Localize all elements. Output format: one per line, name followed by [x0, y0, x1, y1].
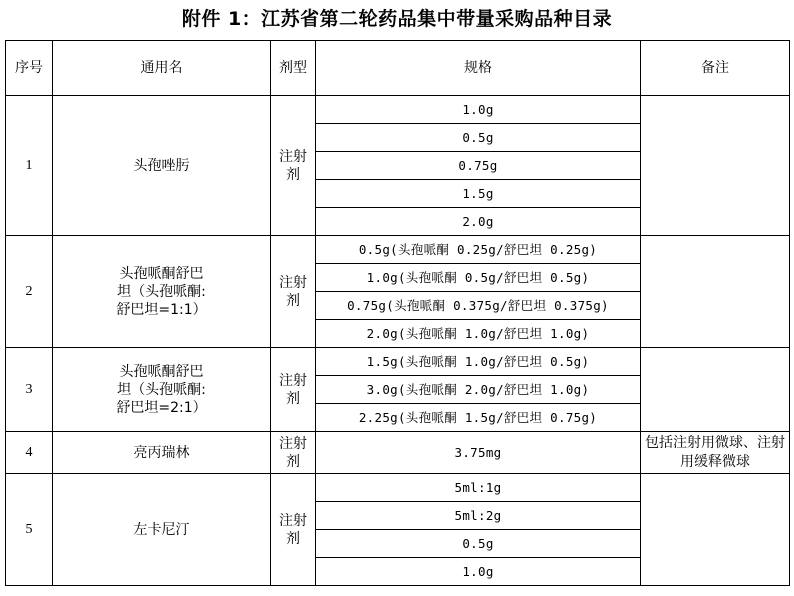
row-seq: 4 — [6, 432, 53, 474]
row-seq: 2 — [6, 236, 53, 348]
row-spec: 1.0g — [316, 558, 641, 586]
row-note — [641, 96, 790, 236]
row-seq: 5 — [6, 474, 53, 586]
row-note: 包括注射用微球、注射用缓释微球 — [641, 432, 790, 474]
header-note: 备注 — [641, 41, 790, 96]
table-row — [6, 96, 790, 124]
header-name: 通用名 — [53, 41, 271, 96]
row-name: 左卡尼汀 — [53, 474, 271, 586]
row-note — [641, 236, 790, 348]
row-note — [641, 348, 790, 432]
row-spec: 2.0g — [316, 208, 641, 236]
row-spec: 3.0g(头孢哌酮 2.0g/舒巴坦 1.0g) — [316, 376, 641, 404]
row-form: 注射剂 — [271, 432, 316, 474]
row-spec: 5ml:2g — [316, 502, 641, 530]
row-name: 亮丙瑞林 — [53, 432, 271, 474]
row-spec: 0.75g — [316, 152, 641, 180]
row-spec: 2.0g(头孢哌酮 1.0g/舒巴坦 1.0g) — [316, 320, 641, 348]
row-spec: 2.25g(头孢哌酮 1.5g/舒巴坦 0.75g) — [316, 404, 641, 432]
header-seq: 序号 — [6, 41, 53, 96]
row-form: 注射剂 — [271, 348, 316, 432]
row-spec: 3.75mg — [316, 432, 641, 474]
row-seq: 1 — [6, 96, 53, 236]
row-spec: 0.5g — [316, 124, 641, 152]
row-form: 注射剂 — [271, 236, 316, 348]
table-row — [6, 236, 790, 264]
row-spec: 1.0g(头孢哌酮 0.5g/舒巴坦 0.5g) — [316, 264, 641, 292]
row-form: 注射剂 — [271, 474, 316, 586]
row-spec: 0.5g — [316, 530, 641, 558]
row-seq: 3 — [6, 348, 53, 432]
row-spec: 5ml:1g — [316, 474, 641, 502]
row-note — [641, 474, 790, 586]
row-spec: 0.75g(头孢哌酮 0.375g/舒巴坦 0.375g) — [316, 292, 641, 320]
row-spec: 0.5g(头孢哌酮 0.25g/舒巴坦 0.25g) — [316, 236, 641, 264]
row-name: 头孢哌酮舒巴坦（头孢哌酮:舒巴坦=1:1） — [53, 236, 271, 348]
header-form: 剂型 — [271, 41, 316, 96]
row-spec: 1.5g(头孢哌酮 1.0g/舒巴坦 0.5g) — [316, 348, 641, 376]
row-name: 头孢唑肟 — [53, 96, 271, 236]
document-title: 附件 1：江苏省第二轮药品集中带量采购品种目录 — [181, 8, 613, 30]
row-spec: 1.0g — [316, 96, 641, 124]
row-form: 注射剂 — [271, 96, 316, 236]
row-spec: 1.5g — [316, 180, 641, 208]
header-spec: 规格 — [316, 41, 641, 96]
table-row — [6, 348, 790, 376]
table-header-row — [6, 41, 790, 96]
row-name: 头孢哌酮舒巴坦（头孢哌酮:舒巴坦=2:1） — [53, 348, 271, 432]
table-row — [6, 474, 790, 502]
table-row — [6, 432, 790, 474]
drug-catalog-table — [5, 40, 790, 586]
